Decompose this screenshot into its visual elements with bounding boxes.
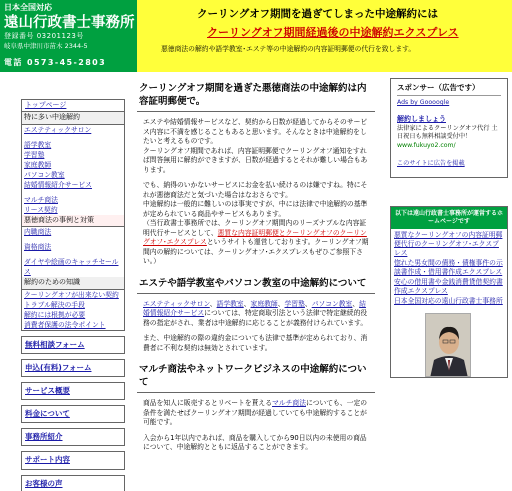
- sidebar-link[interactable]: 語学教室: [24, 140, 52, 149]
- sponsor-title: スポンサー（広告です）: [397, 83, 501, 96]
- paragraph: [137, 334, 375, 353]
- sidebar-button[interactable]: サポート内容: [21, 451, 125, 469]
- paragraph-text: についても、一定の条件を満たせばクーリングオフ期間が経過していても中途解約することが可能です。: [143, 399, 368, 426]
- header-site-title[interactable]: クーリングオフ期間経過後の中途解約エクスプレス: [207, 26, 459, 39]
- sidebar-link[interactable]: 資格商法: [24, 243, 52, 252]
- partner-sites-box: [390, 206, 508, 378]
- sidebar-link-group: [22, 290, 124, 330]
- office-phone: 電話 0573-45-2803: [4, 58, 107, 67]
- paragraph-text: については、特定商取引法という法律で特定継続的役務の指定がされ、業者は中途解約に応じることが義務付けられています。: [143, 309, 368, 327]
- partner-site-link[interactable]: 日本全国対応の遠山行政書士事務所: [394, 296, 503, 305]
- sidebar-link[interactable]: パソコン教室: [24, 170, 65, 179]
- paragraph: [137, 300, 375, 329]
- sidebar-link[interactable]: マルチ商法: [24, 195, 58, 204]
- paragraph: [137, 118, 375, 175]
- sidebar-button-group: [21, 336, 125, 491]
- partner-site-link[interactable]: 安心の借用書や金銭消費貸借契約書作成エクスプレス: [394, 277, 503, 295]
- paragraph: [137, 434, 375, 453]
- main-content: [137, 78, 375, 459]
- sidebar-link[interactable]: リース契約: [24, 205, 58, 214]
- paragraph: [137, 181, 375, 267]
- sidebar-link-group: [22, 195, 124, 215]
- cooling-off-express-link[interactable]: 悪質な内容証明郵便とクーリングオフのクーリングオフ･エクスプレス: [143, 228, 367, 246]
- separator: 、: [352, 299, 360, 308]
- service-link[interactable]: 家庭教師: [250, 299, 278, 308]
- paragraph-text: また、中途解約の際の違約金についても法律で基準が定められており、消費者に不利な契約は無効とされています。: [143, 334, 368, 352]
- sidebar-link[interactable]: ダイヤや絵画のキャッチセールス: [24, 258, 119, 277]
- service-link[interactable]: パソコン教室: [311, 299, 353, 308]
- separator: 、: [277, 299, 285, 308]
- sidebar-button[interactable]: サービス概要: [21, 382, 125, 400]
- section-heading-esthetic: エステや語学教室やパソコン教室の中途解約について: [137, 273, 375, 294]
- sidebar-link-group: [22, 140, 124, 190]
- partner-sites-heading: 以下は遠山行政書士事務所が運営するホームページです: [391, 207, 507, 229]
- paragraph-text: （当行政書士事務所では、クーリングオフ期間内のリーズナブルな内容証明代行サービスとして、: [143, 219, 367, 237]
- sidebar: [21, 99, 125, 491]
- right-column: [390, 78, 508, 378]
- multi-marketing-link[interactable]: マルチ商法: [272, 399, 306, 407]
- service-link[interactable]: 結婚情報紹介サービス: [143, 299, 366, 317]
- office-name[interactable]: 遠山行政書士事務所: [4, 14, 135, 31]
- header-tagline: クーリングオフ期間を過ぎてしまった中途解約には: [197, 8, 438, 20]
- sidebar-link[interactable]: 解約には根拠が必要: [24, 310, 86, 319]
- sidebar-link-group: [22, 125, 124, 135]
- service-link[interactable]: エステティックサロン: [143, 299, 210, 308]
- sidebar-button[interactable]: 無料相談フォーム: [21, 336, 125, 354]
- sidebar-link[interactable]: クーリングオフが出来ない契約: [24, 290, 119, 299]
- paragraph-text: エステや結婚情報サービスなど、契約から日数が経過してからそのサービス内容に不満を感じることもあると思います。そんなときは中途解約をしたいと考えるものです。: [143, 118, 368, 145]
- sidebar-button[interactable]: 事務所紹介: [21, 428, 125, 446]
- paragraph-text: 入会から1年以内であれば、商品を購入してから90日以内の未使用の商品について、中途解約とともに返品することができます。: [143, 433, 367, 451]
- portrait-image: [426, 314, 471, 377]
- ad-text: 法律家によるクーリングオフ代行 土日祝日も無料相談受付中！: [397, 124, 498, 141]
- sidebar-button[interactable]: お客様の声: [21, 475, 125, 491]
- partner-site-link[interactable]: 悪質なクーリングオフの内容証明郵便代行のクーリングオフ･エクスプレス: [394, 230, 503, 257]
- paragraph-text: というサイトも運営しております。クーリングオフ期間内の解約については、クーリングオフ･エクスプレスもぜひご参照下さい。）: [143, 238, 369, 265]
- partner-site-link[interactable]: 惚れた男女間の債務・債権事件の示談書作成・借用書作成エクスプレス: [394, 258, 503, 276]
- nationwide-label: 日本全国対応: [4, 3, 52, 12]
- sidebar-link[interactable]: 家庭教師: [24, 160, 52, 169]
- sidebar-link[interactable]: トラブル解決の手段: [24, 300, 85, 309]
- separator: 、: [304, 299, 312, 308]
- paragraph: [137, 399, 375, 428]
- ads-by-link[interactable]: Ads by Goooogle: [397, 99, 450, 107]
- ad-url[interactable]: www.fukuyo2.com/: [397, 141, 456, 149]
- service-link[interactable]: 学習塾: [284, 299, 305, 308]
- header-banner: [137, 0, 512, 72]
- sidebar-link-group: [22, 257, 124, 277]
- sidebar-link[interactable]: 内職商法: [24, 228, 52, 237]
- separator: 、: [243, 299, 251, 308]
- registration-number: 登録番号 03201123号: [4, 32, 84, 40]
- paragraph-text: 中途解約は一般的に難しいのは事実ですが、中には法律で中途解約の基準が定められている商品やサービスもあります。: [143, 200, 368, 218]
- ad-title-link[interactable]: 解約しましょう: [397, 115, 446, 124]
- section-heading-multi: マルチ商法やネットワークビジネスの中途解約について: [137, 359, 375, 393]
- sidebar-section-heading: 特に多い中途解約: [22, 112, 124, 124]
- sidebar-section-heading: 悪徳商法の事例と対策: [22, 215, 124, 227]
- paragraph-text: 商品を知人に販売するとリベートを貰える: [143, 399, 273, 407]
- section-heading-overview: クーリングオフ期間を過ぎた悪徳商法の中途解約は内容証明郵便で。: [137, 78, 375, 112]
- paragraph-text: クーリングオフ期間であれば、内容証明郵便でクーリングオフ通知をすれば問答無用に解約ができますが、日数が経過するとそれが難しい場合もあります。: [143, 146, 368, 174]
- separator: 、: [209, 299, 217, 308]
- sidebar-link-group: [22, 227, 124, 237]
- sidebar-link[interactable]: エステティックサロン: [24, 125, 92, 134]
- sponsor-box: [390, 78, 508, 178]
- sidebar-link[interactable]: 学習塾: [24, 150, 45, 159]
- service-link[interactable]: 語学教室: [216, 299, 244, 308]
- paragraph-text: でも、納得のいかないサービスにお金を払い続けるのは嫌ですね。特にそれが悪徳商法だと気づいた場合はなおさらです。: [143, 181, 368, 199]
- ad-footer-link[interactable]: このサイトに広告を掲載: [397, 160, 465, 168]
- sidebar-nav-box: [21, 99, 125, 331]
- representative-photo: [425, 313, 471, 377]
- partner-link-list: [391, 229, 507, 309]
- sidebar-link[interactable]: 結婚情報紹介サービス: [24, 180, 92, 189]
- header-office-block: [0, 0, 137, 72]
- sidebar-section-heading: 解約のための知識: [22, 277, 124, 289]
- office-address: 岐阜県中津川市苗木 2344-5: [4, 42, 88, 50]
- sidebar-top-link[interactable]: トップページ: [22, 100, 124, 112]
- sidebar-link-group: [22, 242, 124, 252]
- header-description: 悪徳商法の解約や語学教室･エステ等の中途解約の内容証明郵便の代行を致します。: [161, 45, 416, 53]
- sidebar-link[interactable]: 消費者保護の法令ポイント: [24, 320, 106, 329]
- sidebar-button[interactable]: 申込(有料)フォーム: [21, 359, 125, 377]
- sidebar-button[interactable]: 料金について: [21, 405, 125, 423]
